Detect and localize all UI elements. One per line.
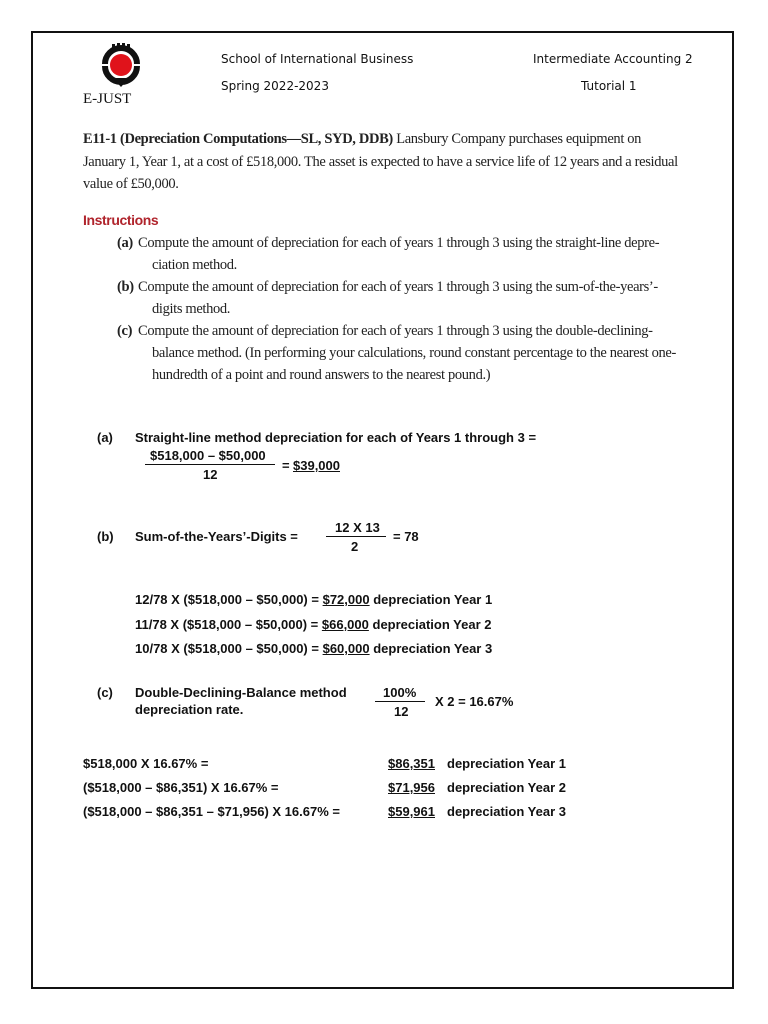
description: depreciation Year 3: [373, 641, 493, 656]
solution-c-row-3-desc: depreciation Year 3: [447, 804, 566, 819]
formula: 10/78 X ($518,000 – $50,000) =: [135, 641, 319, 656]
solution-a-denominator: 12: [203, 467, 218, 482]
solution-c-heading-2: depreciation rate.: [135, 702, 244, 717]
solution-c-row-2-formula: ($518,000 – $86,351) X 16.67% =: [83, 780, 279, 795]
solution-c-row-3-formula: ($518,000 – $86,351 – $71,956) X 16.67% =: [83, 804, 340, 819]
solution-c-row-3-amount: $59,961: [388, 804, 435, 819]
solution-a-result: $39,000: [293, 458, 340, 473]
amount: $60,000: [322, 641, 370, 656]
description: depreciation Year 2: [372, 617, 492, 632]
instruction-b-label: (b): [117, 279, 134, 295]
instruction-c-line-2: balance method. (In performing your calculations, round constant percentage to the nearest one-: [152, 345, 676, 361]
logo-text: E-JUST: [83, 91, 132, 107]
amount: $72,000: [322, 592, 370, 607]
school-name: School of International Business: [221, 52, 414, 66]
instruction-a-label: (a): [117, 235, 133, 251]
solution-a-heading: Straight-line method depreciation for each of Years 1 through 3 =: [135, 430, 537, 445]
solution-b-result: = 78: [393, 529, 419, 544]
tutorial-number: Tutorial 1: [581, 79, 637, 93]
instruction-a-line-2: ciation method.: [152, 257, 237, 273]
problem-line-3: value of £50,000.: [83, 176, 179, 192]
problem-line-2: January 1, Year 1, at a cost of £518,000. The asset is expected to have a service life of 12 years and a residual: [83, 154, 678, 170]
solution-a-equals: =: [282, 458, 290, 473]
instruction-b-line-1: Compute the amount of depreciation for each of years 1 through 3 using the sum-of-the-years’-: [138, 279, 658, 295]
description: depreciation Year 1: [373, 592, 493, 607]
solution-a-label: (a): [97, 430, 113, 445]
amount: $66,000: [321, 617, 369, 632]
solution-c-denominator: 12: [394, 704, 409, 719]
solution-c-fraction-bar: [375, 701, 425, 702]
solution-a-fraction-bar: [145, 464, 275, 465]
problem-line-1-rest: Lansbury Company purchases equipment on: [396, 131, 642, 147]
solution-c-heading-1: Double-Declining-Balance method: [135, 685, 347, 700]
problem-id-title: E11-1 (Depreciation Computations—SL, SYD, DDB): [83, 131, 393, 147]
solution-c-row-1-formula: $518,000 X 16.67% =: [83, 756, 209, 771]
solution-b-row-3: [135, 641, 492, 656]
formula: 11/78 X ($518,000 – $50,000) =: [135, 617, 319, 632]
instructions-heading: Instructions: [83, 212, 159, 228]
course-name: Intermediate Accounting 2: [533, 52, 693, 66]
solution-c-result: X 2 = 16.67%: [435, 694, 514, 709]
instruction-a-line-1: Compute the amount of depreciation for each of years 1 through 3 using the straight-line depre-: [138, 235, 660, 251]
problem-line-1: [83, 130, 641, 149]
solution-c-row-1-amount: $86,351: [388, 756, 435, 771]
solution-a-numerator: $518,000 – $50,000: [150, 448, 266, 463]
formula: 12/78 X ($518,000 – $50,000) =: [135, 592, 319, 607]
solution-c-row-2-amount: $71,956: [388, 780, 435, 795]
solution-b-heading: Sum-of-the-Years’-Digits =: [135, 529, 298, 544]
ejust-logo-icon: [95, 40, 147, 90]
instruction-c-line-3: hundredth of a point and round answers to the nearest pound.): [152, 367, 491, 383]
solution-b-label: (b): [97, 529, 114, 544]
term: Spring 2022-2023: [221, 79, 329, 93]
solution-b-row-1: [135, 592, 492, 607]
solution-b-denominator: 2: [351, 539, 359, 554]
solution-c-row-2-desc: depreciation Year 2: [447, 780, 566, 795]
solution-b-numerator: 12 X 13: [335, 520, 380, 535]
instruction-c-line-1: Compute the amount of depreciation for each of years 1 through 3 using the double-declining-: [138, 323, 653, 339]
solution-c-numerator: 100%: [383, 685, 417, 700]
instruction-b-line-2: digits method.: [152, 301, 231, 317]
solution-b-fraction-bar: [326, 536, 386, 537]
solution-c-label: (c): [97, 685, 113, 700]
solution-b-row-2: [135, 617, 492, 632]
solution-c-row-1-desc: depreciation Year 1: [447, 756, 566, 771]
instruction-c-label: (c): [117, 323, 133, 339]
